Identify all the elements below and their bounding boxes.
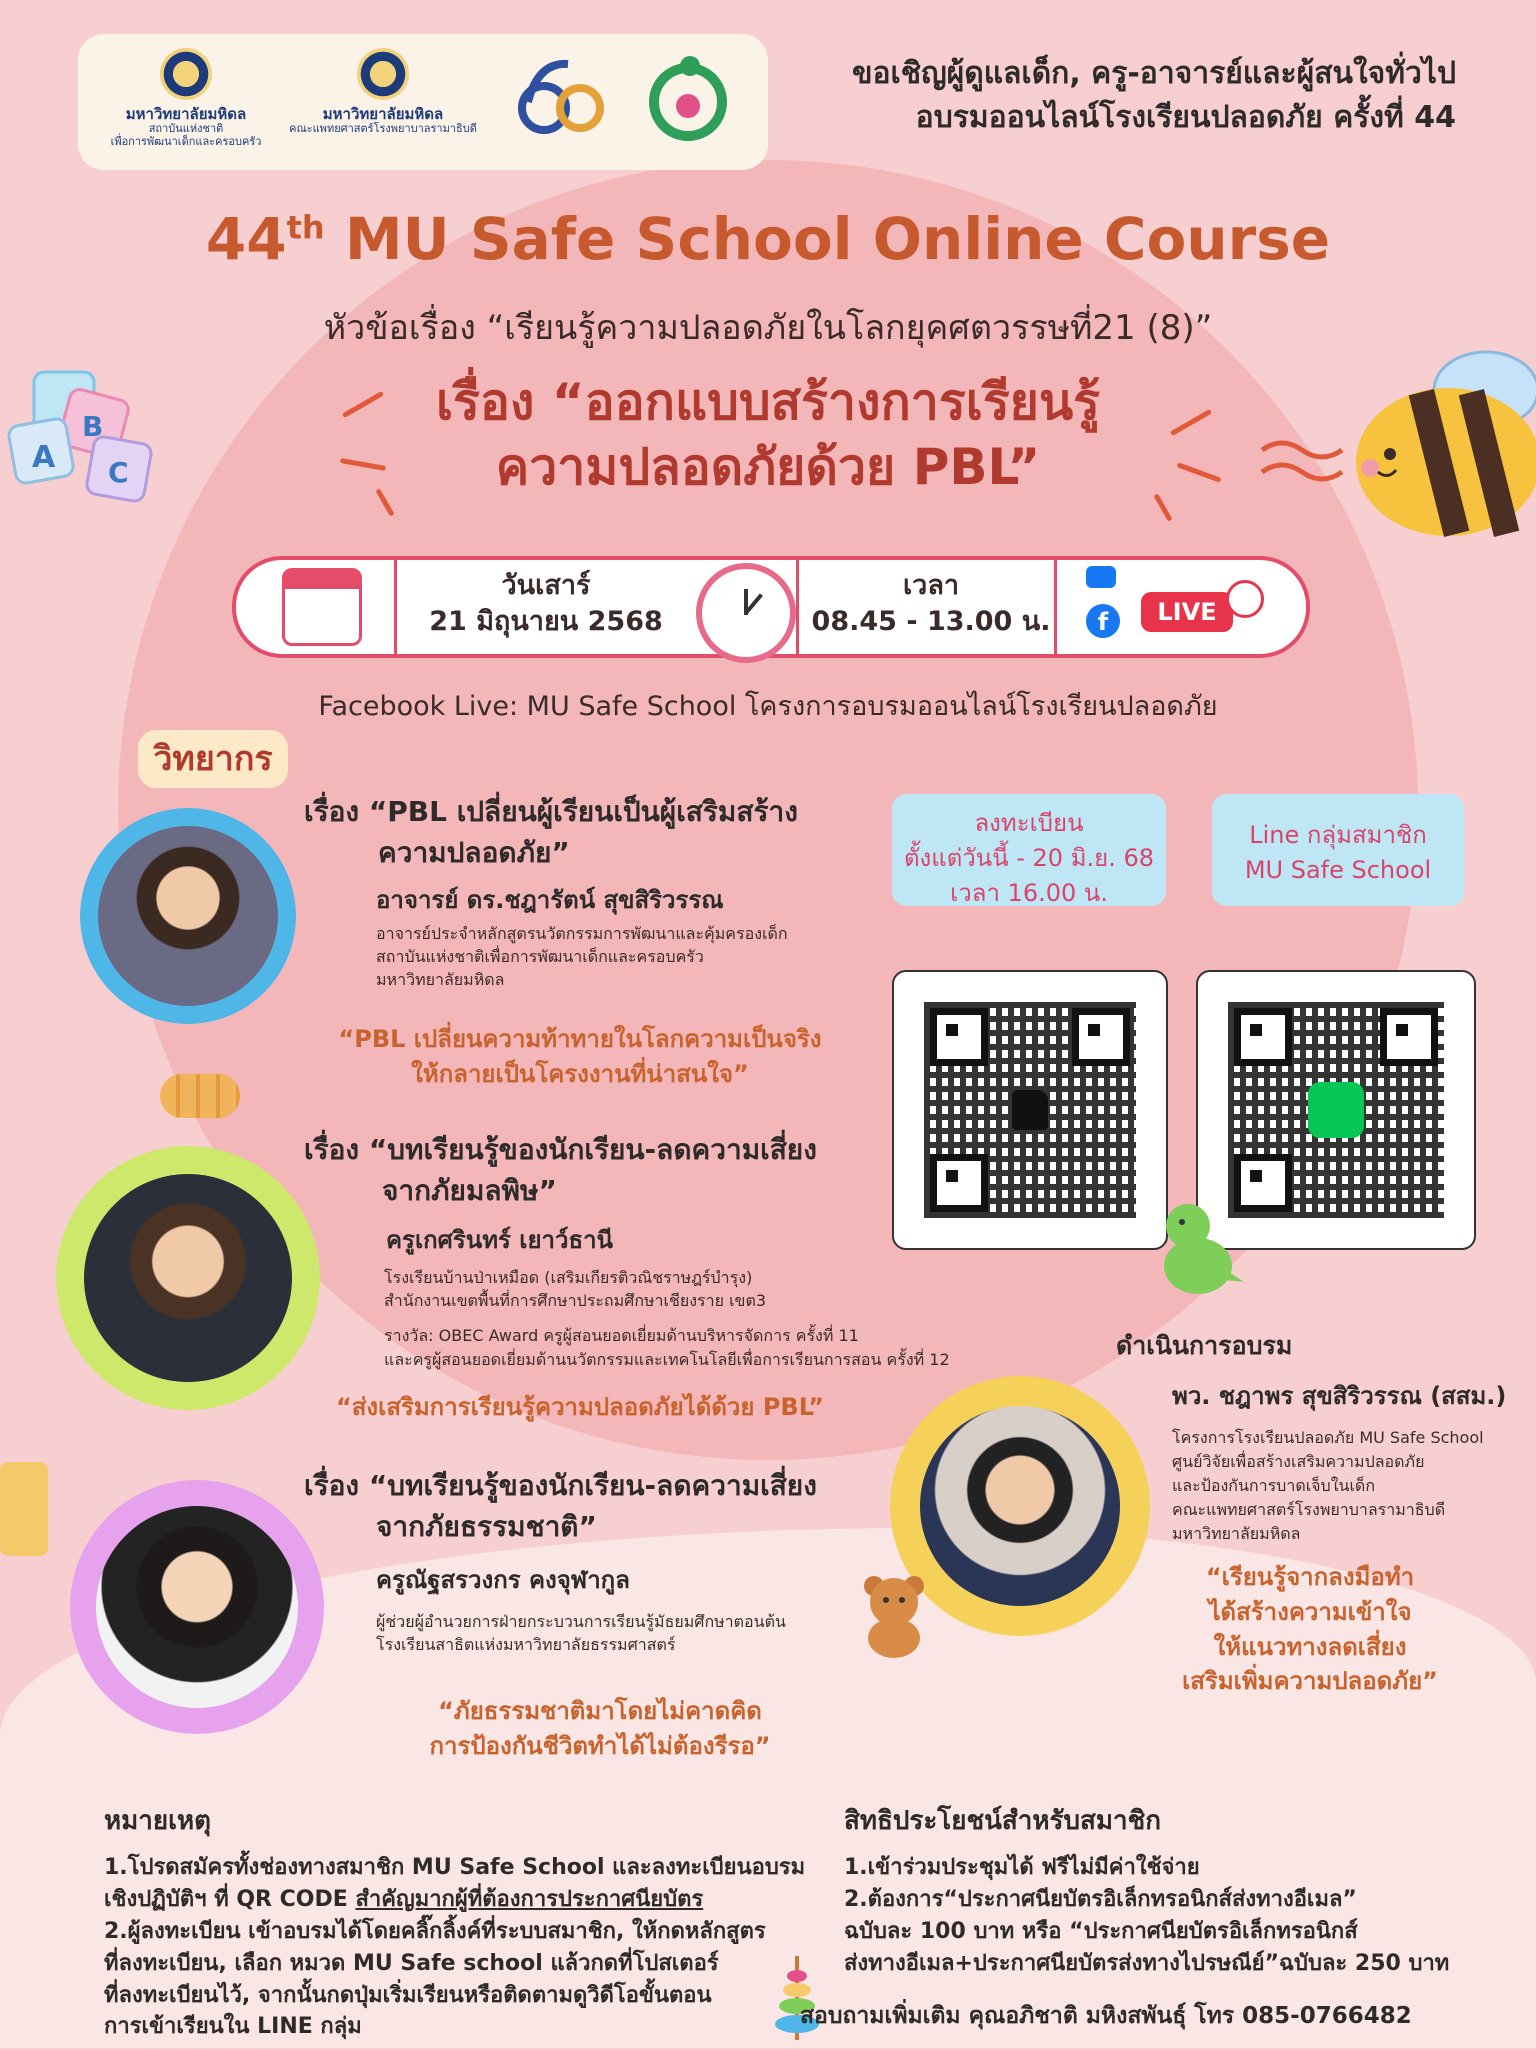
logo-text: มหาวิทยาลัยมหิดล [125,105,247,123]
quote-line: “PBL เปลี่ยนความท้าทายในโลกความเป็นจริง [338,1025,822,1053]
logo-strip [78,34,768,170]
quote-line: ให้แนวทางลดเสี่ยง [1213,1632,1407,1661]
note-text: เชิงปฏิบัติฯ ที่ QR CODE [104,1886,356,1912]
dinosaur-toy-icon [1148,1196,1244,1302]
note-line: ที่ลงทะเบียน, เลือก หมวด MU Safe school แล้วกดที่โปสเตอร์ [104,1950,719,1976]
benefit-line: ส่งทางอีเมล+ประกาศนียบัตรส่งทางไปรษณีย์”ฉบับละ 250 บาท [844,1950,1450,1976]
course-subtitle: หัวข้อเรื่อง “เรียนรู้ความปลอดภัยในโลกยุคศตวรรษที่21 (8)” [323,308,1213,348]
topic-line: ความปลอดภัยด้วย PBL” [495,438,1041,496]
speaker-3-photo [70,1480,324,1734]
line-app-icon [1308,1082,1364,1138]
desc-line: สถาบันแห่งชาติเพื่อการพัฒนาเด็กและครอบครัว [376,947,704,967]
desc-line: อาจารย์ประจำหลักสูตรนวัตกรรมการพัฒนาและคุ้มครองเด็ก [376,924,788,943]
mahidol-ramathibodi-logo [288,48,478,136]
registration-info [892,794,1166,906]
desc-line: ผู้ช่วยผู้อำนวยการฝ่ายกระบวนการเรียนรู้มัธยมศึกษาตอนต้น [376,1612,786,1631]
invite-line: อบรมออนไลน์โรงเรียนปลอดภัย ครั้งที่ 44 [915,99,1456,135]
date-block [406,568,686,641]
benefit-line: 2.ต้องการ“ประกาศนียบัตรอิเล็กทรอนิกส์ส่งทางอีเมล” [844,1886,1357,1912]
notes-body [104,1852,805,2043]
speaker-2-quote [300,1390,860,1425]
time-label: เวลา [902,570,960,601]
speaker-1-desc [376,922,788,992]
title-number: 44 [205,205,287,273]
logo-text: เพื่อการพัฒนาเด็กและครอบครัว [110,134,262,148]
time-block [806,568,1056,641]
university-seal-icon [160,48,212,100]
child-safety-center-logo [638,46,738,156]
speaker-2-name: ครูเกศรินทร์ เยาว์ธานี [386,1226,614,1254]
topic-line: จากภัยมลพิษ” [382,1173,557,1207]
svg-text:B: B [82,410,104,443]
speaker-1-name: อาจารย์ ดร.ชฎารัตน์ สุขสิริวรรณ [376,886,724,914]
event-day: วันเสาร์ [501,570,591,601]
desc-line: และครูผู้สอนยอดเยี่ยมด้านนวัตกรรมและเทคโนโลยีเพื่อการเรียนการสอน ครั้งที่ 12 [384,1349,950,1369]
desc-line: ศูนย์วิจัยเพื่อสร้างเสริมความปลอดภัย [1172,1452,1425,1471]
calendar-icon [282,568,362,646]
course-title [0,205,1536,273]
moderator-desc [1172,1426,1484,1546]
logo-text: คณะแพทยศาสตร์โรงพยาบาลรามาธิบดี [289,122,477,136]
video-camera-icon [1086,566,1116,588]
topic-line: เรื่อง “บทเรียนรู้ของนักเรียน-ลดความเสี่ยง [304,1469,817,1502]
registration-qr-code[interactable] [892,970,1168,1250]
title-suffix: th [286,208,325,247]
desc-line: คณะแพทยศาสตร์โรงพยาบาลรามาธิบดี [1172,1500,1446,1519]
benefit-line: 1.เข้าร่วมประชุมได้ ฟรีไม่มีค่าใช้จ่าย [844,1855,1200,1880]
divider [1054,560,1057,654]
benefit-line: ฉบับละ 100 บาท หรือ “ประกาศนียบัตรอิเล็กทรอนิกส์ [844,1918,1358,1944]
note-line: การเข้าเรียนใน LINE กลุ่ม [104,2014,362,2040]
teddy-bear-icon [858,1572,934,1658]
clock-icon [696,563,796,663]
benefits-body [844,1852,1449,1980]
register-line: ตั้งแต่วันนี้ - 20 มิ.ย. 68 [903,843,1155,872]
svg-text:C: C [108,456,129,489]
speaker-3-name: ครูณัฐสรวงกร คงจุฬากูล [376,1566,630,1594]
logo-text: มหาวิทยาลัยมหิดล [322,105,444,123]
speaker-1-topic [304,792,798,873]
speaker-2-desc [384,1266,950,1371]
speaker-1-quote [300,1022,860,1092]
speaker-3-quote [340,1694,860,1764]
title-text: MU Safe School Online Course [324,205,1331,273]
topic-line: ความปลอดภัย” [378,835,570,869]
speaker-2-topic [304,1130,817,1211]
note-line [104,1884,805,1916]
note-emphasis: สำคัญมากผู้ที่ต้องการประกาศนียบัตร [355,1886,704,1912]
svg-text:A: A [32,440,56,475]
blocks-toy-icon [0,1462,48,1556]
invite-line: ขอเชิญผู้ดูแลเด็ก, ครู-อาจารย์และผู้สนใจทั่วไป [851,56,1456,91]
speaker-2-photo [56,1146,320,1410]
mahidol-nicfd-logo [106,48,266,149]
moderator-quote [1120,1560,1500,1699]
caterpillar-icon [160,1074,240,1118]
desc-line: และป้องกันการบาดเจ็บในเด็ก [1172,1476,1376,1495]
quote-line: การป้องกันชีวิตทำได้ไม่ต้องรีรอ” [429,1731,771,1760]
desc-line: มหาวิทยาลัยมหิดล [376,970,505,990]
speaker-3-desc [376,1610,786,1656]
desc-line: โรงเรียนบ้านป่าเหมือด (เสริมเกียรติวณิชราษฎร์บำรุง) [384,1268,753,1287]
line-group-line: MU Safe School [1244,855,1432,884]
register-line: ลงทะเบียน [974,809,1084,837]
logo-text: สถาบันแห่งชาติ [148,122,224,136]
topic-line: เรื่อง “PBL เปลี่ยนผู้เรียนเป็นผู้เสริมสร้าง [304,795,798,828]
desc-line: โรงเรียนสาธิตแห่งมหาวิทยาลัยธรรมศาสตร์ [376,1635,676,1655]
notes-heading: หมายเหตุ [104,1806,212,1836]
topic-line: จากภัยธรรมชาติ” [376,1509,597,1543]
invitation-text [852,52,1456,139]
live-badge: LIVE [1141,592,1233,632]
quote-line: ให้กลายเป็นโครงงานที่น่าสนใจ” [411,1059,749,1088]
desc-line: มหาวิทยาลัยมหิดล [1172,1524,1301,1543]
anniversary-60-logo [508,52,608,152]
desc-line: รางวัล: OBEC Award ครูผู้สอนยอดเยี่ยมด้านบริหารจัดการ ครั้งที่ 11 [384,1326,859,1346]
quote-line: เสริมเพิ่มความปลอดภัย” [1182,1667,1438,1696]
contact-info: สอบถามเพิ่มเติม คุณอภิชาติ มหิงสพันธุ์ โทร 085-0766482 [800,2003,1412,2029]
line-group-info [1212,794,1464,906]
quote-line: “ส่งเสริมการเรียนรู้ความปลอดภัยได้ด้วย PBL” [335,1393,825,1421]
speaker-1-photo [80,808,296,1024]
note-line: 1.โปรดสมัครทั้งช่องทางสมาชิก MU Safe School และลงทะเบียนอบรม [104,1855,806,1880]
play-icon [1226,580,1264,618]
topic-line: เรื่อง “บทเรียนรู้ของนักเรียน-ลดความเสี่ยง [304,1133,817,1166]
line-group-line: Line กลุ่มสมาชิก [1249,821,1427,849]
dinosaur-icon [1012,1090,1048,1130]
quote-line: ได้สร้างความเข้าใจ [1208,1597,1412,1626]
bee-icon [1258,350,1536,550]
speakers-label: วิทยากร [138,730,288,788]
desc-line: โครงการโรงเรียนปลอดภัย MU Safe School [1172,1428,1484,1447]
event-date: 21 มิถุนายน 2568 [429,606,663,638]
moderator-name: พว. ชฎาพร สุขสิริวรรณ (สสม.) [1172,1382,1507,1410]
desc-line: สำนักงานเขตพื้นที่การศึกษาประถมศึกษาเชียงราย เขต3 [384,1291,767,1311]
topic-line: เรื่อง “ออกแบบสร้างการเรียนรู้ [435,373,1101,431]
university-seal-icon [357,48,409,100]
note-line: 2.ผู้ลงทะเบียน เข้าอบรมได้โดยคลิ๊กลิ้งค์ที่ระบบสมาชิก, ให้กดหลักสูตร [104,1918,766,1944]
note-line: ที่ลงทะเบียนไว้, จากนั้นกดปุ่มเริ่มเรียนหรือติดตามดูวิดีโอขั้นตอน [104,1982,712,2008]
divider [394,560,397,654]
moderator-heading: ดำเนินการอบรม [1116,1331,1293,1360]
quote-line: “เรียนรู้จากลงมือทำ [1205,1563,1415,1591]
benefits-heading: สิทธิประโยชน์สำหรับสมาชิก [844,1806,1162,1836]
facebook-icon: f [1086,604,1120,638]
speaker-3-topic [304,1466,817,1547]
event-info-bar [232,556,1310,658]
divider [796,560,799,654]
event-time: 08.45 - 13.00 น. [811,606,1051,638]
facebook-live-text: Facebook Live: MU Safe School โครงการอบรมออนไลน์โรงเรียนปลอดภัย [318,691,1218,722]
register-line: เวลา 16.00 น. [950,878,1108,907]
quote-line: “ภัยธรรมชาติมาโดยไม่คาดคิด [438,1697,762,1725]
abc-blocks-icon [4,362,174,512]
